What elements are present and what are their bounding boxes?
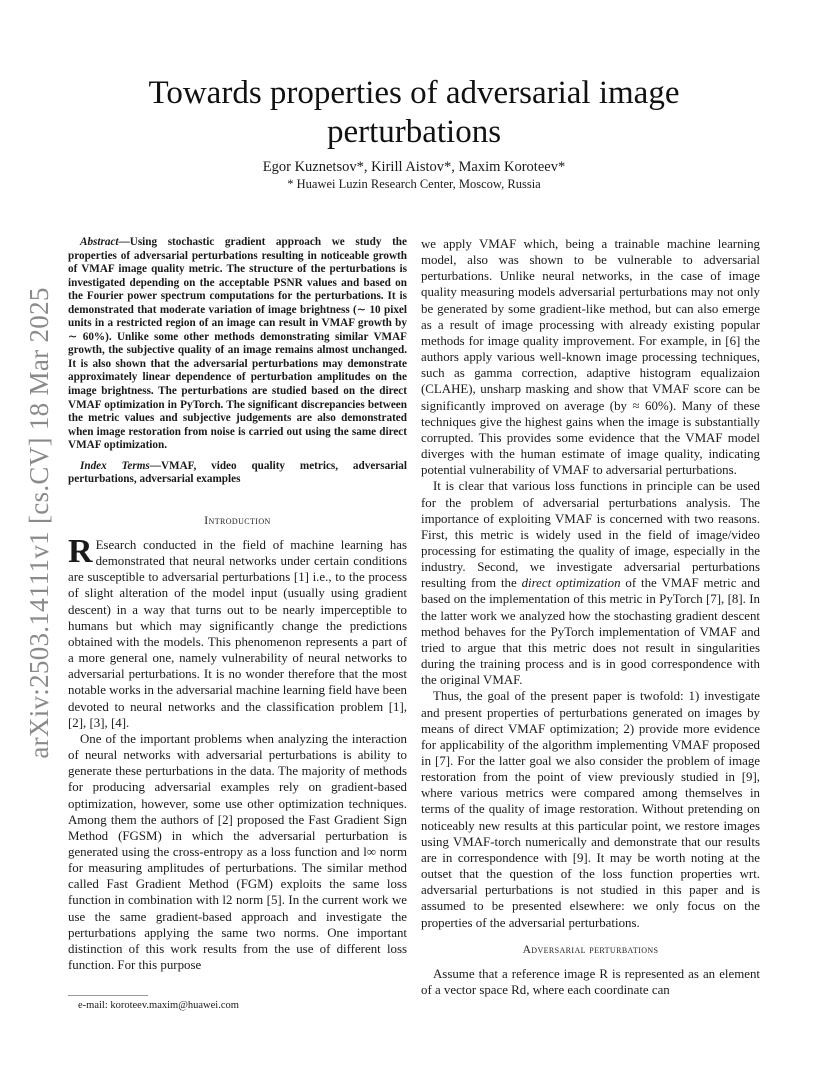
footnote-rule (68, 995, 148, 996)
author-list: Egor Kuznetsov*, Kirill Aistov*, Maxim Koroteev* (262, 159, 566, 175)
right-paragraph-1: we apply VMAF which, being a trainable machine learning model, also was shown to be vulnerable to adversarial perturbations. Unlike neural networks, in the case of image quality measuring models adversarial perturbations may not only be generated by some gradient-like method, but can also emerge as a result of image processing with already existing popular methods for image quality improvement. For example, in [6] the authors apply various well-known image processing techniques, such as gamma correction, adaptive histogram equalizaion (CLAHE), unsharp masking and show that VMAF score can be significantly improved on average (by ≈ 60%). Many of these techniques give the highest gains when the image is substantially corrupted. This provides some evidence that the VMAF model diverges with the human estimate of image quality, indicating potential vulnerability of VMAF to adversarial perturbations. (421, 237, 760, 478)
index-terms (68, 460, 407, 487)
arxiv-identifier-stamp: arXiv:2503.14111v1 [cs.CV] 18 Mar 2025 (24, 287, 54, 759)
left-column (68, 236, 407, 973)
author-affiliation: * Huawei Luzin Research Center, Moscow, Russia (287, 177, 541, 191)
right-paragraph-2 (421, 478, 760, 688)
index-terms-label: Index Terms (80, 459, 150, 472)
intro-paragraph-1 (68, 533, 407, 731)
section-heading-adversarial-perturbations: Adversarial perturbations (522, 943, 659, 956)
intro-paragraph-1-text: Esearch conducted in the field of machine learning has demonstrated that neural networks under certain conditions are susceptible to adversarial perturbations [1] i.e., to the process of slight alteration of the model input (usually using gradient descent) in a way that turns out to be nearly imperceptible to humans but which may significantly change the predictions obtained with the models. This phenomenon represents a part of a more general one, namely vulnerability of neural networks to adversarial perturbations. It is no wonder therefore that the most notable works in the adversarial machine learning field have been devoted to neural networks and the classification problem [1], [2], [3], [4]. (68, 538, 407, 730)
right-paragraph-2-text-a: It is clear that various loss functions in principle can be used for the problem of adversarial perturbations analysis. The importance of exploiting VMAF is concerned with two reasons. First, this metric is widely used in the field of image/video processing for estimating the quality of image, especially in the industry. Second, we investigate adversarial perturbations resulting from the (421, 479, 760, 591)
footnote-email: e-mail: koroteev.maxim@huawei.com (78, 1000, 239, 1011)
right-paragraph-2-emphasis: direct optimization (521, 576, 621, 591)
abstract-label: Abstract (80, 236, 119, 248)
right-paragraph-3: Thus, the goal of the present paper is twofold: 1) investigate and present properties of perturbations generated on images by means of direct VMAF optimization; 2) provide more evidence for applicability of the algorithm implementing VMAF proposed in [7]. For the latter goal we also consider the problem of image restoration from the point of view previously studied in [9], where various metrics were compared among themselves in terms of the quality of image restoration. Without pretending on noticeably new results at this particular point, we restore images using VMAF-torch numerically and demonstrate that our results are in correspondence with [9]. It may be worth noting at the outset that the question of the loss function properties wrt. adversarial perturbations is not studied in this paper and is assumed to be presented elsewhere: we only focus on the properties of the adversarial perturbations. (421, 689, 760, 930)
abstract (68, 236, 407, 453)
section-heading-introduction: Introduction (204, 514, 271, 527)
abstract-text: —Using stochastic gradient approach we study the properties of adversarial perturbations resulting in noticeable growth of VMAF image quality metric. The structure of the perturbations is investigated depending on the acceptable PSNR values and based on the Fourier power spectrum computations for the perturbations. It is demonstrated that moderate variation of image brightness (∼ 10 pixel units in a restricted region of an image can result in VMAF growth by ∼ 60%). Unlike some other methods demonstrating similar VMAF growth, the subjective quality of an image remains almost unchanged. It is also shown that the adversarial perturbations may demonstrate approximately linear dependence of perturbation amplitudes on the image brightness. The perturbations are studied based on the direct VMAF optimization in PyTorch. The significant discrepancies between the metric values and subjective judgements are also demonstrated when image restoration from noise is carried out using the same direct VMAF optimization. (68, 236, 407, 452)
right-column (421, 236, 760, 998)
drop-cap: R (68, 533, 93, 570)
index-terms-text: —VMAF, video quality metrics, adversarial perturbations, adversarial examples (68, 459, 407, 486)
intro-paragraph-2: One of the important problems when analyzing the interaction of neural networks with adversarial perturbations is ability to generate these perturbations in the data. The majority of methods for producing adversarial examples rely on gradient-based optimization, however, some use other optimization techniques. Among them the authors of [2] proposed the Fast Gradient Sign Method (FGSM) in which the adversarial perturbation is generated using the cross-entropy as a loss function and l∞ norm for measuring amplitudes of perturbations. The similar method called Fast Gradient Method (FGM) exploits the same loss function in combination with l2 norm [5]. In the current work we use the same gradient-based approach and investigate the perturbations applying the same two norms. One important distinction of this work results from the use of different loss function. For this purpose (68, 731, 407, 973)
paper-title: Towards properties of adversarial image perturbations (148, 75, 680, 150)
right-paragraph-2-text-b: of the VMAF metric and based on the implementation of this metric in PyTorch [7], [8]. In the latter work we analyzed how the stochasting gradient descent method behaves for the PyTorch implementation of VMAF and tried to argue that this metric does not result in singularities during the training process and is in good correspondence with the original VMAF. (421, 576, 760, 688)
adversarial-paragraph-1: Assume that a reference image R is represented as an element of a vector space Rd, where each coordinate can (421, 966, 760, 998)
